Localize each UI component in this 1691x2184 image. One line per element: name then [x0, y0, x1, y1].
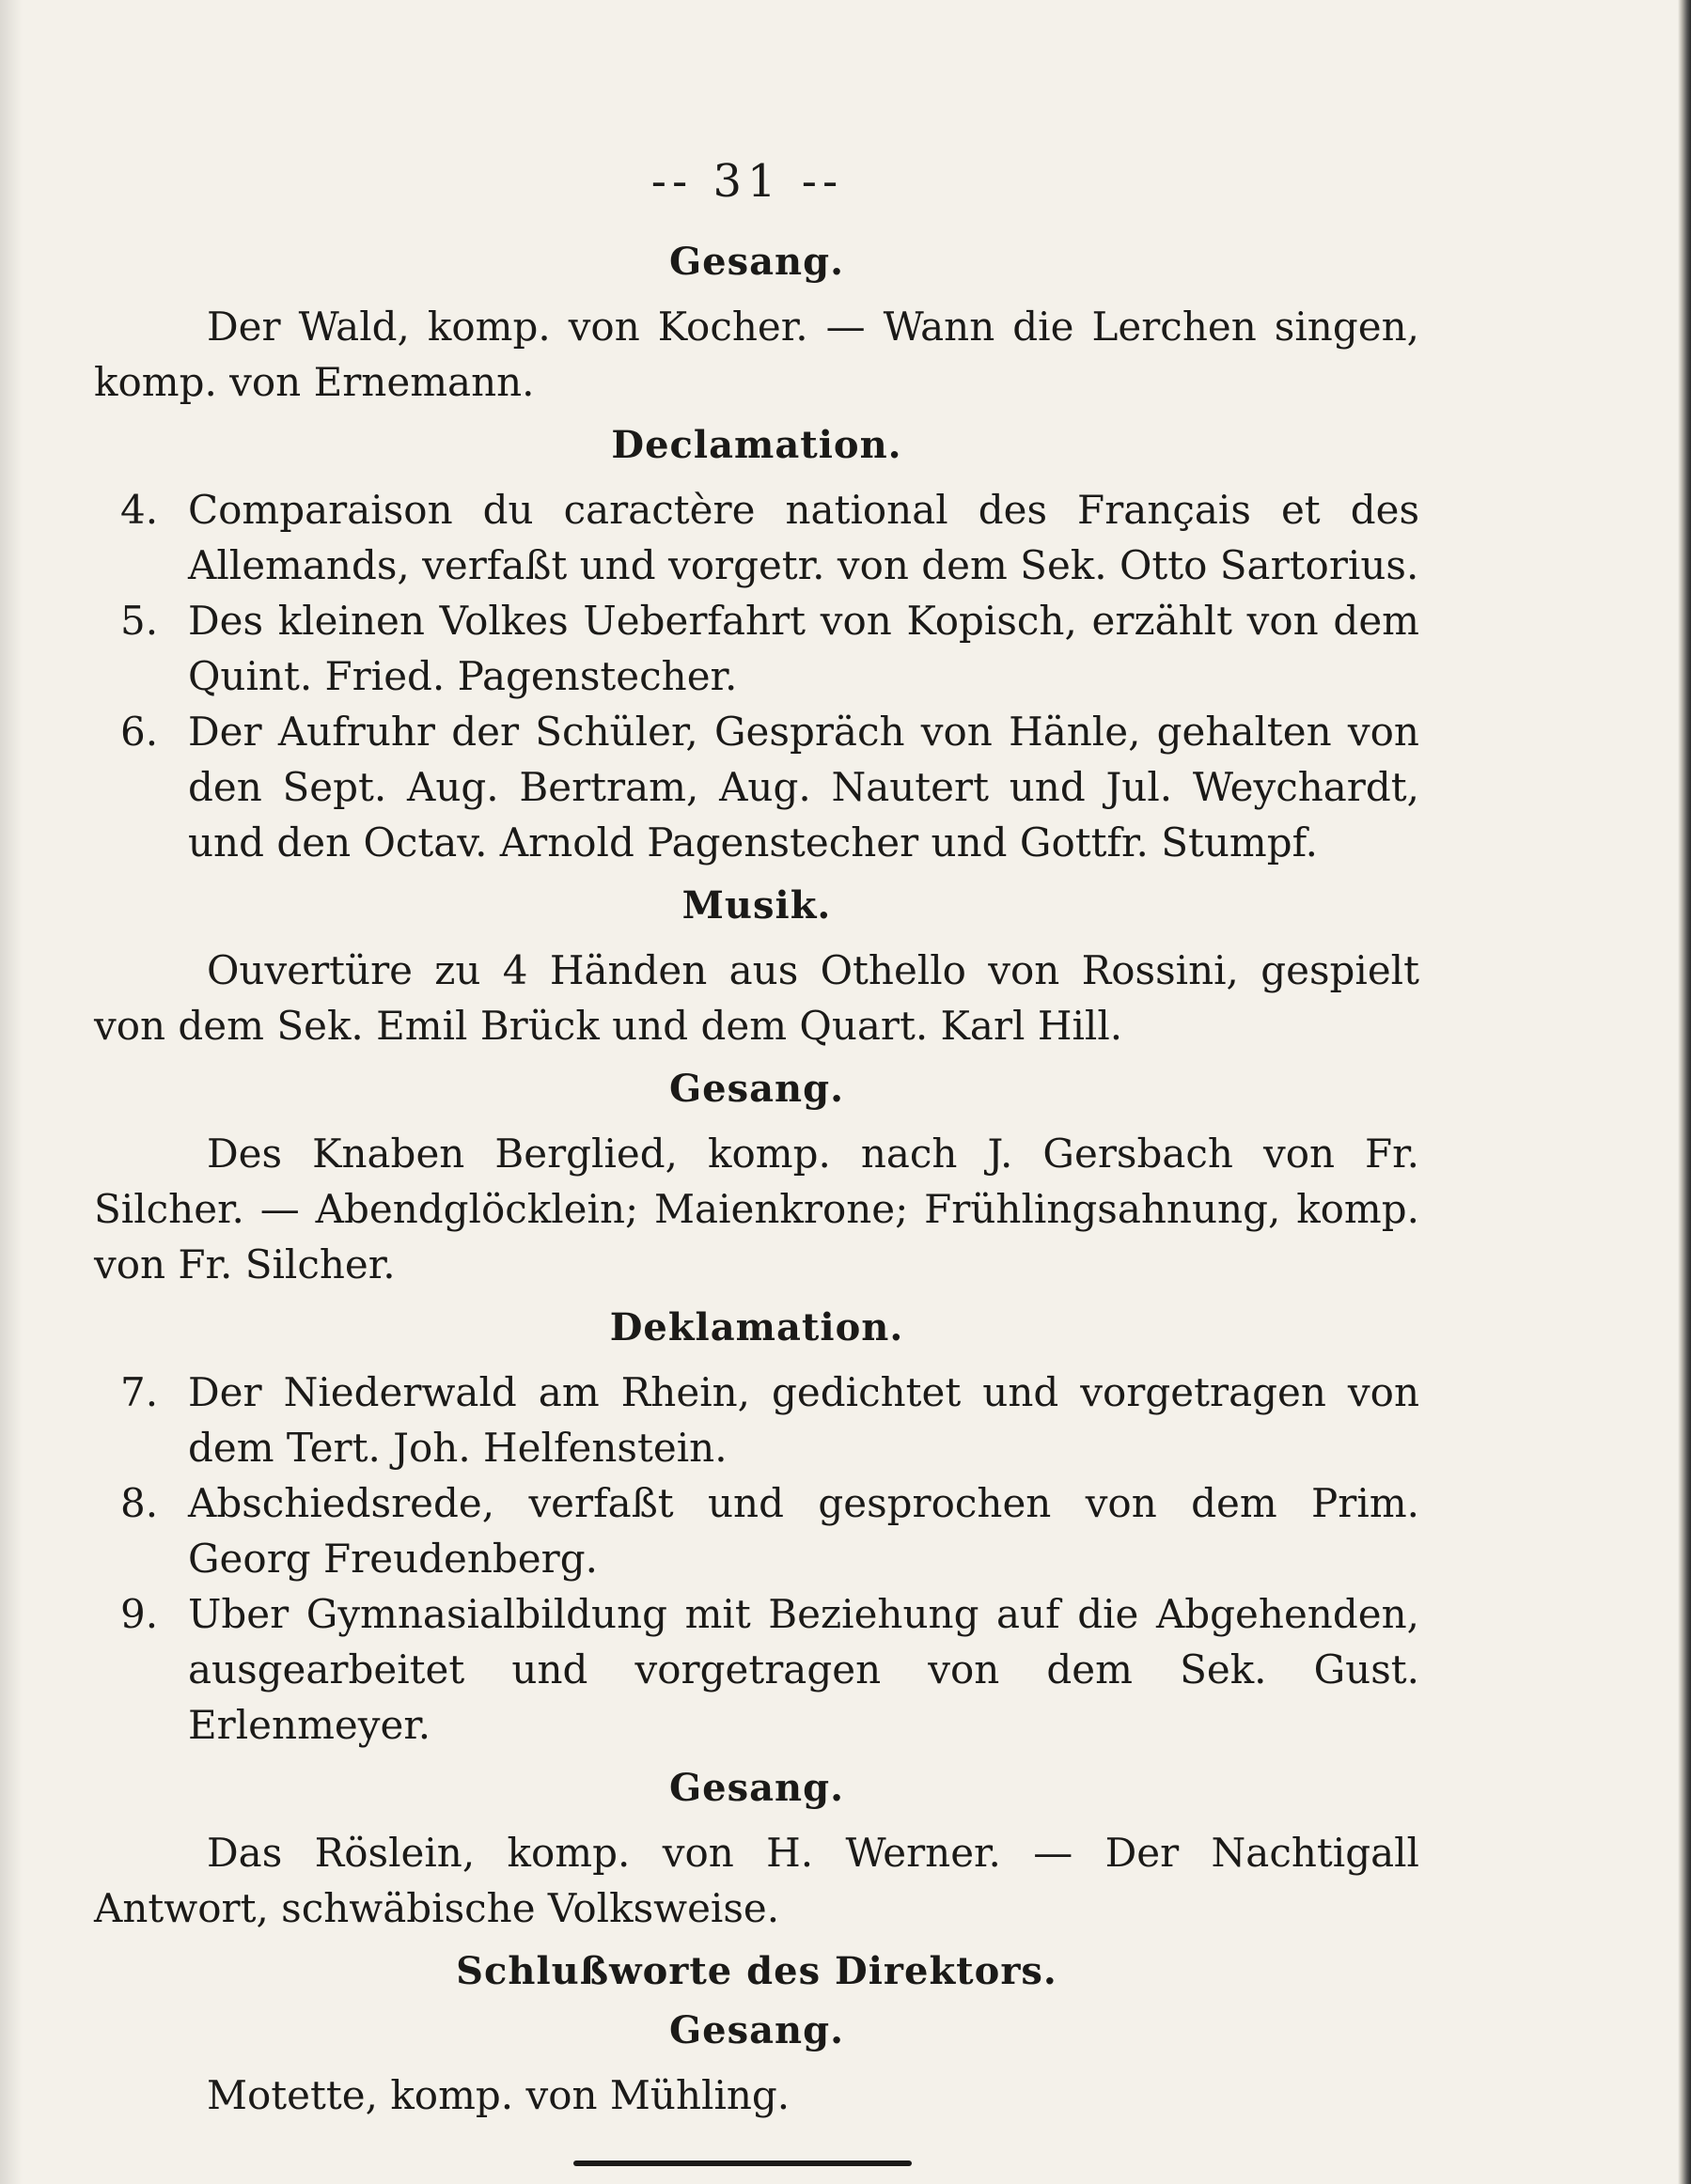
section-heading: Declamation.: [611, 423, 902, 467]
numbered-list: [94, 1365, 1419, 1753]
item-text: Der Aufruhr der Schüler, Gespräch von Hänle, gehalten von den Sept. Aug. Bertram, Aug. Nautert und Jul. Weychardt, und den Octav. Arnold Pagenstecher und Gottfr. Stumpf.: [188, 709, 1419, 866]
item-number: 6.: [120, 709, 159, 755]
page-edge-shadow: [1678, 0, 1691, 2184]
section-text: Der Wald, komp. von Kocher. — Wann die Lerchen singen, komp. von Ernemann.: [94, 304, 1419, 405]
list-item: [94, 704, 1419, 870]
list-item: [94, 1365, 1419, 1475]
list-item: [94, 482, 1419, 593]
list-item: [94, 1586, 1419, 1753]
section-heading: Schlußworte des Direktors.: [456, 1949, 1057, 1993]
item-text: Des kleinen Volkes Ueberfahrt von Kopisch, erzählt von dem Quint. Fried. Pagenstecher.: [188, 598, 1419, 699]
item-number: 4.: [120, 487, 159, 533]
section-heading: Gesang.: [668, 240, 845, 284]
page-content: [94, 155, 1419, 2166]
section-heading: Gesang.: [668, 2008, 845, 2052]
item-text: Der Niederwald am Rhein, gedichtet und vorgetragen von dem Tert. Joh. Helfenstein.: [188, 1369, 1419, 1471]
item-number: 7.: [120, 1369, 159, 1415]
section-heading: Gesang.: [668, 1766, 845, 1810]
item-number: 8.: [120, 1480, 159, 1526]
item-text: Abschiedsrede, verfaßt und gesprochen von dem Prim. Georg Freudenberg.: [188, 1480, 1419, 1582]
section-text: Ouvertüre zu 4 Händen aus Othello von Rossini, gespielt von dem Sek. Emil Brück und dem Quart. Karl Hill.: [94, 947, 1419, 1049]
section-text: Des Knaben Berglied, komp. nach J. Gersbach von Fr. Silcher. — Abendglöcklein; Maienkrone; Frühlingsahnung, komp. von Fr. Silcher.: [94, 1131, 1419, 1287]
list-item: [94, 593, 1419, 704]
page-edge-shadow: [0, 0, 23, 2184]
item-text: Uber Gymnasialbildung mit Beziehung auf die Abgehenden, ausgearbeitet und vorgetragen von dem Sek. Gust. Erlenmeyer.: [188, 1591, 1419, 1748]
section-heading: Deklamation.: [609, 1305, 904, 1349]
item-text: Comparaison du caractère national des Français et des Allemands, verfaßt und vorgetr. von dem Sek. Otto Sartorius.: [188, 487, 1419, 588]
section-text: Motette, komp. von Mühling.: [207, 2072, 791, 2118]
section-text: Das Röslein, komp. von H. Werner. — Der Nachtigall Antwort, schwäbische Volksweise.: [94, 1830, 1419, 1931]
page-number: -- 31 --: [650, 155, 844, 208]
list-item: [94, 1475, 1419, 1586]
end-rule: [573, 2161, 912, 2166]
numbered-list: [94, 482, 1419, 870]
item-number: 9.: [120, 1591, 159, 1637]
section-heading: Gesang.: [668, 1067, 845, 1111]
item-number: 5.: [120, 598, 159, 644]
section-heading: Musik.: [681, 883, 832, 928]
